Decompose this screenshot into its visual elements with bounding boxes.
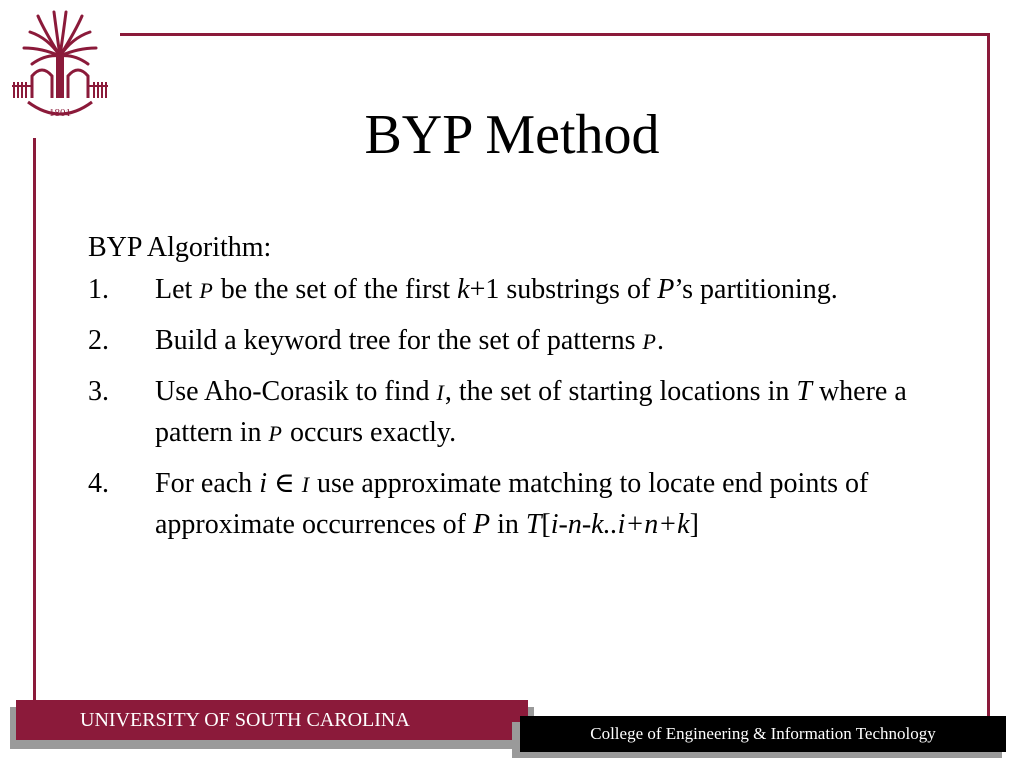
item-text: be the set of the first [213, 274, 458, 305]
item-text: ] [689, 509, 699, 540]
index-range: i-n-k..i+n+k [550, 509, 690, 540]
slide-body [88, 228, 968, 555]
algorithm-heading: BYP Algorithm: [88, 232, 272, 263]
var-i: i [259, 468, 267, 499]
university-footer-bar: UNIVERSITY OF SOUTH CAROLINA [16, 700, 528, 740]
item-number: 4. [88, 468, 109, 499]
item-text: +1 substrings of [469, 274, 658, 305]
item-text: use approximate matching to locate end points of approximate occurrences of [155, 468, 869, 540]
logo-year: 1801 [49, 107, 71, 119]
script-p-symbol: P [268, 421, 283, 446]
item-text: in [490, 509, 526, 540]
item-text: For each [155, 468, 260, 499]
frame-left-line [33, 138, 36, 703]
frame-top-line [120, 33, 990, 36]
item-number: 1. [88, 274, 109, 305]
script-p-symbol: P [199, 278, 214, 303]
list-item [88, 464, 968, 545]
item-text: occurs exactly. [282, 417, 457, 448]
var-p: P [657, 274, 675, 305]
element-of-symbol: ∈ [266, 468, 302, 499]
item-text: , the set of starting locations in [444, 376, 797, 407]
college-footer-bar: College of Engineering & Information Technology [520, 716, 1006, 752]
var-t: T [796, 376, 812, 407]
item-text: [ [541, 509, 551, 540]
item-text: Build a keyword tree for the set of patterns [155, 325, 643, 356]
item-text: ’s partitioning. [674, 274, 838, 305]
list-item [88, 372, 968, 454]
item-number: 3. [88, 376, 109, 407]
script-i-symbol: I [301, 472, 311, 497]
var-t: T [525, 509, 542, 540]
item-text: Let [155, 274, 200, 305]
script-p-symbol: P [642, 329, 657, 354]
var-k: k [457, 274, 470, 305]
item-text: . [656, 325, 664, 356]
list-item [88, 270, 968, 311]
item-text: where a pattern in [155, 376, 907, 448]
var-p: P [472, 509, 491, 540]
item-number: 2. [88, 325, 109, 356]
slide-title: BYP Method [364, 104, 660, 166]
script-i-symbol: I [436, 380, 445, 405]
item-text: Use Aho-Corasik to find [155, 376, 437, 407]
list-item [88, 321, 968, 362]
